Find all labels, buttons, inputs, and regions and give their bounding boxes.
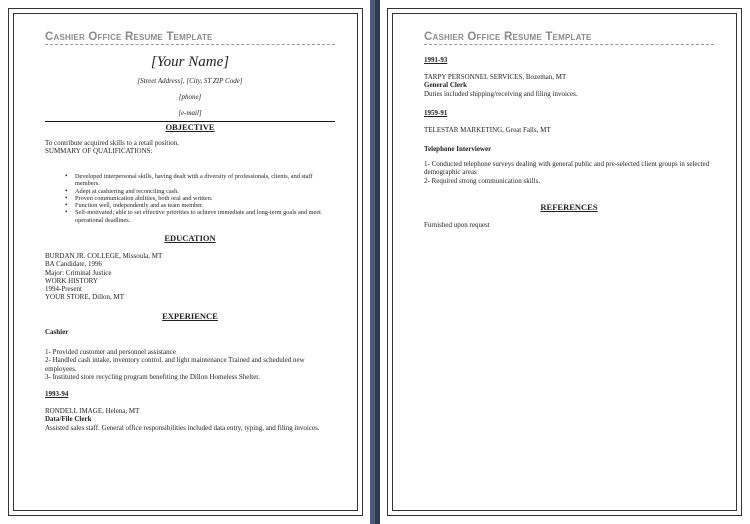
email[interactable]: [e-mail] [178, 109, 202, 117]
education-line: Major: Criminal Justice [45, 268, 112, 277]
education-line: YOUR STORE, Dillon, MT [45, 293, 125, 302]
job-role: Data/File Clerk [45, 415, 92, 424]
job-description: Assisted sales staff. General office responsibilities included data entry, typing, and filing invoices. [45, 423, 320, 432]
qualifications-list [65, 173, 335, 224]
employer: TARPY PERSONNEL SERVICES, Bozeman, MT [424, 73, 567, 81]
duty-line: 3- Instituted store recycling program benefiting the Dillon Homeless Shelter. [45, 372, 261, 381]
job-date: 1959-91 [424, 109, 448, 117]
job-duties [45, 348, 335, 381]
duty-line: 1- Conducted telephone surveys dealing with general public and pre-selected client groups in selected demographic areas [424, 160, 710, 177]
template-title: Cashier Office Resume Template [45, 31, 335, 45]
education-line: 1994-Present [45, 285, 82, 294]
phone[interactable]: [phone] [178, 93, 202, 101]
education-line: WORK HISTORY [45, 276, 98, 285]
employer: TELESTAR MARKETING, Great Falls, MT [424, 126, 551, 134]
job-description: Duties included shipping/receiving and filing invoices. [424, 89, 578, 98]
references-text: Furnished upon request [424, 221, 490, 229]
list-item: • Self-motivated; able to set effective priorities to achieve immediate and long-term goals and meet operational deadlines. [65, 209, 335, 224]
list-item: • Proven communication abilities, both oral and written. [65, 195, 335, 202]
duty-line: 1- Provided customer and personnel assistance [45, 348, 176, 356]
objective-heading: OBJECTIVE [165, 122, 215, 132]
duty-line: 2- Handled cash intake, inventory control, and light maintenance Trained and scheduled new employees. [45, 356, 305, 373]
education-line: BURDAN JR. COLLEGE, Missoula, MT [45, 252, 163, 260]
objective-text: To contribute acquired skills to a retail position. [45, 139, 180, 147]
your-name[interactable]: [Your Name] [150, 54, 230, 70]
summary-heading: SUMMARY OF QUALIFICATIONS: [45, 147, 153, 155]
list-item: • Adept at cashiering and reconciling cash. [65, 188, 335, 195]
experience-heading: EXPERIENCE [162, 311, 218, 321]
template-title: Cashier Office Resume Template [424, 31, 714, 45]
education-block [45, 252, 162, 302]
page-gutter-shadow [375, 0, 380, 524]
list-item: • Developed interpersonal skills, having dealt with a diversity of professionals, clients, and staff members. [65, 173, 335, 188]
street-address[interactable]: [Street Address], [City, ST ZIP Code] [137, 77, 243, 85]
job-date: 1993-94 [45, 390, 69, 398]
job-duties [424, 160, 724, 185]
job-role: Telephone Interviewer [424, 145, 492, 153]
education-line: BA Candidate, 1996 [45, 260, 102, 269]
employer: RONDELL IMAGE, Helena, MT [45, 407, 140, 415]
education-heading: EDUCATION [164, 233, 216, 243]
resume-page-2 [387, 8, 742, 516]
job-role: Cashier [45, 328, 69, 336]
duty-line: 2- Required strong communication skills. [424, 176, 541, 185]
job-entry [45, 407, 335, 432]
job-date: 1991-93 [424, 56, 448, 64]
job-role: General Clerk [424, 81, 467, 90]
references-heading: REFERENCES [540, 202, 598, 212]
job-entry [424, 73, 724, 98]
resume-page-1 [8, 8, 363, 516]
list-item: • Function well, independently and as team member. [65, 202, 335, 209]
